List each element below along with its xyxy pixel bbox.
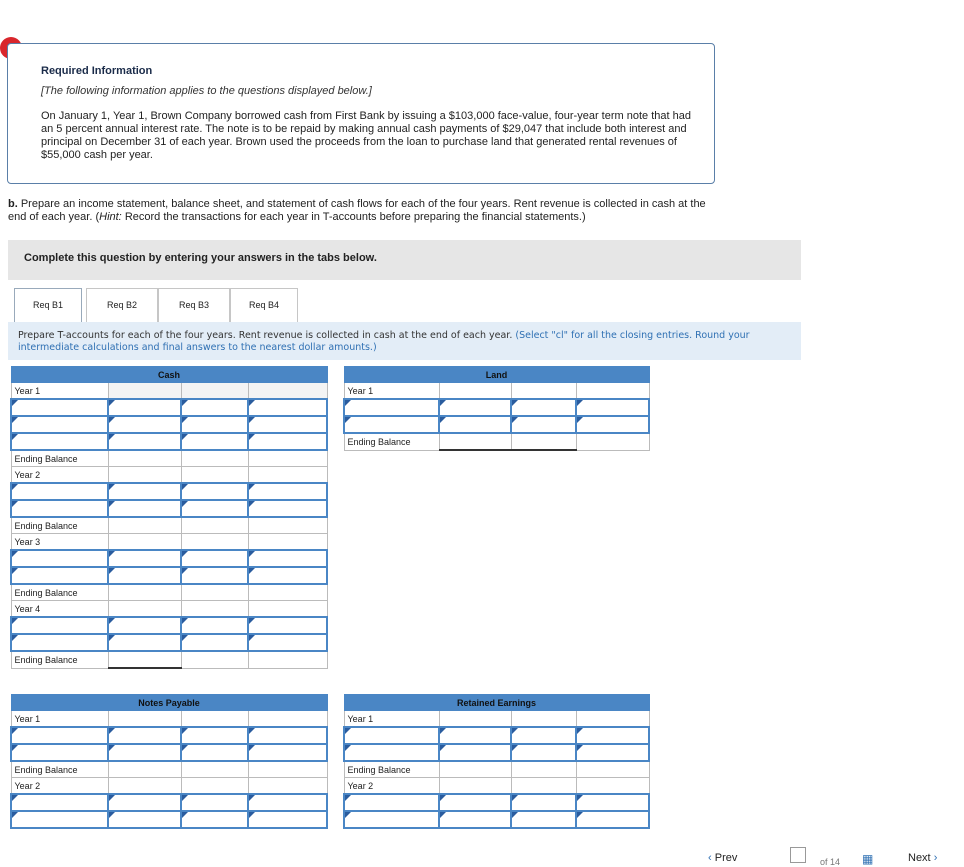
re-year1-label: Year 1 [344,711,439,728]
cash-y2-credit-input[interactable] [248,483,327,500]
page-select-box[interactable] [790,847,806,863]
notes-payable-header: Notes Payable [11,695,327,711]
retained-earnings-header: Retained Earnings [344,695,649,711]
cash-y2-entry-select[interactable] [181,500,248,517]
cash-y2-entry-select[interactable] [11,483,108,500]
cash-year3-label: Year 3 [11,534,108,551]
cell [181,517,248,534]
cash-year4-label: Year 4 [11,601,108,618]
hint-text: Record the transactions for each year in T-accounts before preparing the financial statements.) [124,211,586,223]
cash-header: Cash [11,367,327,383]
cell [108,711,181,728]
cash-y4-credit-input[interactable] [248,617,327,634]
re-y1-ending-label: Ending Balance [344,761,439,778]
cell [181,651,248,668]
np-y2-entry-select[interactable] [181,794,248,811]
np-y1-credit-input[interactable] [248,727,327,744]
tab-req-b2[interactable]: Req B2 [86,288,158,323]
cash-y1-credit-input[interactable] [248,399,327,416]
np-y2-debit-input[interactable] [108,794,181,811]
cell [248,467,327,484]
re-y1-entry-select[interactable] [344,744,439,761]
cash-y1-debit-input[interactable] [108,433,181,450]
land-t-account [343,366,650,451]
cash-y1-debit-input[interactable] [108,399,181,416]
land-y1-debit-input[interactable] [439,399,511,416]
tab-req-b1[interactable]: Req B1 [14,288,82,323]
prev-label: Prev [714,852,738,864]
cell [108,601,181,618]
cash-y3-entry-select[interactable] [11,567,108,584]
cash-y4-entry-select[interactable] [11,617,108,634]
np-y1-debit-input[interactable] [108,744,181,761]
cash-y4-debit-input[interactable] [108,617,181,634]
cash-y1-debit-input[interactable] [108,416,181,433]
cell [248,450,327,467]
cash-t-account [10,366,328,669]
cash-y4-debit-input[interactable] [108,634,181,651]
re-y2-entry-select[interactable] [344,811,439,828]
cash-y2-debit-input[interactable] [108,483,181,500]
grid-icon[interactable]: ▦ [862,852,874,866]
cash-y4-entry-select[interactable] [11,634,108,651]
cash-y3-entry-select[interactable] [11,550,108,567]
cash-y1-entry-select[interactable] [11,399,108,416]
np-y1-entry-select[interactable] [11,744,108,761]
info-paragraph: On January 1, Year 1, Brown Company borrowed cash from First Bank by issuing a $103,000 face-value, four-year term note that had an 5 percent annual interest rate. The note is to be repaid by making annual cash payments of $29,047 that include both interest and principal on December 31 of each year. Brown used the proceeds from the loan to purchase land that generated rental revenues of $55,000 cash per year. [41,110,691,161]
np-y1-credit-input[interactable] [248,744,327,761]
cash-y1-entry-select[interactable] [181,433,248,450]
cell [576,778,649,795]
re-y2-credit-input[interactable] [576,811,649,828]
np-y2-entry-select[interactable] [11,794,108,811]
complete-question-text: Complete this question by entering your answers in the tabs below. [24,252,377,264]
cash-y3-entry-select[interactable] [181,550,248,567]
cell [108,383,181,400]
cash-y1-ending-label: Ending Balance [11,450,108,467]
cell [181,711,248,728]
cash-y1-entry-select[interactable] [11,433,108,450]
cell [181,534,248,551]
cell [248,651,327,668]
cash-y1-ending-input[interactable] [108,450,181,467]
question-text [8,198,708,224]
cash-y1-entry-select[interactable] [11,416,108,433]
instruction-panel [8,322,801,360]
cash-y3-debit-input[interactable] [108,550,181,567]
cash-y4-ending-label: Ending Balance [11,651,108,668]
cell [576,433,649,450]
land-y1-entry-select[interactable] [344,399,439,416]
cell [181,778,248,795]
cell [181,450,248,467]
cash-y3-ending-input[interactable] [108,584,181,601]
chevron-left-icon: ‹ [708,852,712,864]
re-y2-entry-select[interactable] [511,811,576,828]
cell [248,534,327,551]
retained-earnings-t-account [343,694,650,829]
land-ending-input[interactable] [439,433,511,450]
np-y1-entry-select[interactable] [181,744,248,761]
notes-payable-t-account [10,694,328,829]
np-year2-label: Year 2 [11,778,108,795]
re-y1-entry-select[interactable] [511,727,576,744]
cell [108,534,181,551]
instruction-highlight: (Select "cl" for all the closing entries. Round your intermediate calculations and final answers to the nearest dollar amounts.) [18,330,750,353]
re-y1-debit-input[interactable] [439,727,511,744]
cash-year2-label: Year 2 [11,467,108,484]
cell [108,467,181,484]
info-title: Required Information [41,65,153,77]
cash-y1-entry-select[interactable] [181,399,248,416]
cash-year1-label: Year 1 [11,383,108,400]
cash-y1-entry-select[interactable] [181,416,248,433]
cell [248,383,327,400]
cell [439,383,511,400]
cell [108,778,181,795]
np-y1-debit-input[interactable] [108,727,181,744]
cell [248,517,327,534]
np-y2-debit-input[interactable] [108,811,181,828]
np-y1-entry-select[interactable] [181,727,248,744]
land-year1-label: Year 1 [344,383,439,400]
question-body: Prepare an income statement, balance sheet, and statement of cash flows for each of the four years. Rent revenue is collected in cash at the end of each year. ( [8,198,706,223]
re-y1-credit-input[interactable] [576,727,649,744]
re-y2-credit-input[interactable] [576,794,649,811]
land-y1-entry-select[interactable] [511,399,576,416]
info-subtitle: [The following information applies to the questions displayed below.] [41,85,372,97]
np-y1-ending-label: Ending Balance [11,761,108,778]
cash-y2-entry-select[interactable] [181,483,248,500]
re-y1-entry-select[interactable] [511,744,576,761]
re-y1-debit-input[interactable] [439,744,511,761]
np-y1-entry-select[interactable] [11,727,108,744]
cell [511,778,576,795]
cash-y4-entry-select[interactable] [181,617,248,634]
cash-y1-credit-input[interactable] [248,433,327,450]
re-y1-credit-input[interactable] [576,744,649,761]
required-information-box [7,43,715,184]
land-y1-credit-input[interactable] [576,399,649,416]
np-y2-credit-input[interactable] [248,811,327,828]
cell [248,601,327,618]
np-y2-entry-select[interactable] [181,811,248,828]
question-prefix: b. [8,198,18,210]
cell [576,711,649,728]
cash-y2-ending-input[interactable] [108,517,181,534]
chevron-right-icon: › [933,852,938,864]
cell [248,778,327,795]
cash-y3-ending-label: Ending Balance [11,584,108,601]
re-year2-label: Year 2 [344,778,439,795]
cell [511,761,576,778]
cell [511,383,576,400]
cash-y1-credit-input[interactable] [248,416,327,433]
cell [181,601,248,618]
land-y1-debit-input[interactable] [439,416,511,433]
np-year1-label: Year 1 [11,711,108,728]
cell [181,584,248,601]
cash-y4-ending-input[interactable] [108,651,181,668]
re-y2-debit-input[interactable] [439,811,511,828]
prev-button[interactable] [708,852,737,864]
tab-req-b3[interactable]: Req B3 [158,288,230,323]
np-y2-entry-select[interactable] [11,811,108,828]
re-y1-entry-select[interactable] [344,727,439,744]
re-y2-entry-select[interactable] [344,794,439,811]
cash-y3-credit-input[interactable] [248,550,327,567]
cell [576,383,649,400]
cell [511,711,576,728]
complete-question-bar [8,240,801,280]
land-y1-credit-input[interactable] [576,416,649,433]
land-ending-label: Ending Balance [344,433,439,450]
re-y1-ending-input[interactable] [439,761,511,778]
cash-y3-credit-input[interactable] [248,567,327,584]
cash-y2-debit-input[interactable] [108,500,181,517]
np-y1-ending-input[interactable] [108,761,181,778]
page-of-label: of 14 [820,857,841,867]
cell [576,761,649,778]
np-y2-credit-input[interactable] [248,794,327,811]
tab-req-b4[interactable]: Req B4 [230,288,298,323]
next-button[interactable] [908,852,937,864]
cell [439,778,511,795]
cash-y2-entry-select[interactable] [11,500,108,517]
land-y1-entry-select[interactable] [511,416,576,433]
cell [511,433,576,450]
cash-y2-credit-input[interactable] [248,500,327,517]
next-label: Next [908,852,931,864]
hint-label: Hint: [99,211,122,223]
cell [248,711,327,728]
cash-y4-credit-input[interactable] [248,634,327,651]
cell [181,383,248,400]
cell [248,584,327,601]
cell [439,711,511,728]
cash-y3-debit-input[interactable] [108,567,181,584]
cash-y3-entry-select[interactable] [181,567,248,584]
cash-y2-ending-label: Ending Balance [11,517,108,534]
instruction-text: Prepare T-accounts for each of the four years. Rent revenue is collected in cash at the end of each year. [18,330,513,341]
land-header: Land [344,367,649,383]
re-y2-entry-select[interactable] [511,794,576,811]
re-y2-debit-input[interactable] [439,794,511,811]
cell [181,467,248,484]
cell [248,761,327,778]
land-y1-entry-select[interactable] [344,416,439,433]
cell [181,761,248,778]
cash-y4-entry-select[interactable] [181,634,248,651]
